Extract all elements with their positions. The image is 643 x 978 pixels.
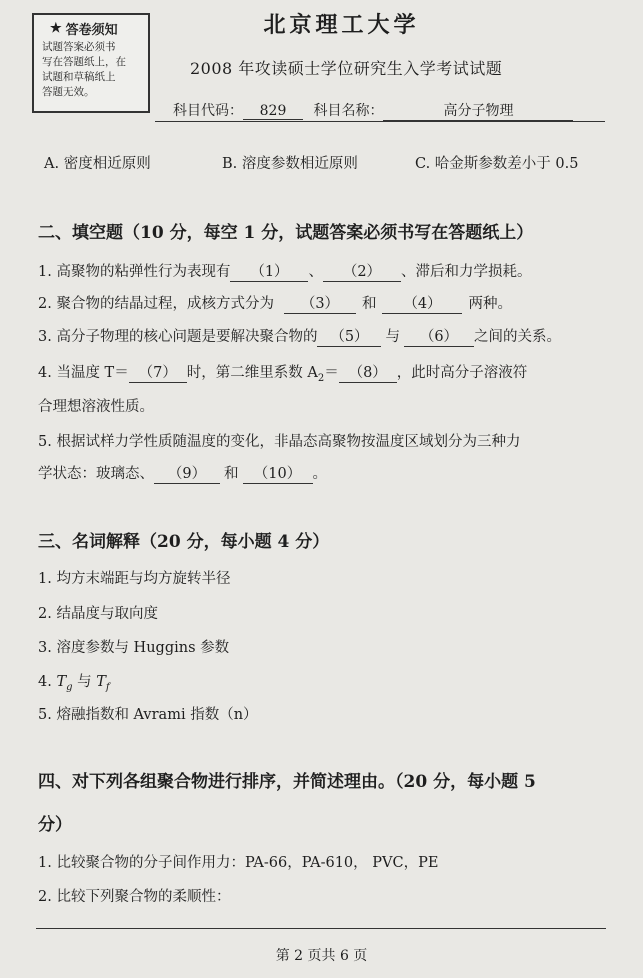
notice-line: 写在答题纸上，在 xyxy=(42,56,126,68)
q-text: 学状态：玻璃态、 xyxy=(38,466,154,482)
notice-line: 试题和草稿纸上 xyxy=(42,71,116,83)
option-c: C. 哈金斯参数差小于 0.5 xyxy=(415,156,579,172)
q-text: 。 xyxy=(312,466,327,482)
q-text: 4. xyxy=(38,674,57,690)
section3-heading: 三、名词解释（20 分，每小题 4 分） xyxy=(38,532,330,552)
star-icon: ★ xyxy=(50,21,62,36)
subject-line xyxy=(173,100,573,121)
fill-question-5-cont xyxy=(38,462,327,484)
q-text: 2. 聚合物的结晶过程，成核方式分为 xyxy=(38,296,274,312)
q-text: 两种。 xyxy=(468,296,512,312)
answer-blank: （10） xyxy=(243,462,313,484)
option-a: A. 密度相近原则 xyxy=(44,156,151,172)
fill-question-5: 5. 根据试样力学性质随温度的变化，非晶态高聚物按温度区域划分为三种力 xyxy=(38,434,521,450)
q-text: 和 xyxy=(361,296,377,312)
symbol: T xyxy=(56,674,67,690)
university-name: 北京理工大学 xyxy=(263,12,420,38)
q-text: ＝ xyxy=(324,365,339,381)
fill-question-1 xyxy=(38,260,531,282)
q-text: 之间的关系。 xyxy=(473,329,561,345)
subject-code-label: 科目代码： xyxy=(173,103,243,119)
answer-blank: （5） xyxy=(317,325,381,347)
fill-question-4-cont: 合理想溶液性质。 xyxy=(38,399,154,415)
answer-blank: （2） xyxy=(323,260,401,282)
term-item-4 xyxy=(38,670,110,693)
footer-rule xyxy=(36,928,606,929)
subscript: f xyxy=(105,681,110,693)
subject-name: 高分子物理 xyxy=(383,100,573,121)
exam-title: 2008 年攻读硕士学位研究生入学考试试题 xyxy=(190,59,503,78)
option-b: B. 溶度参数相近原则 xyxy=(222,156,358,172)
subject-code: 829 xyxy=(243,103,303,120)
q-text: 、滞后和力学损耗。 xyxy=(400,264,532,280)
q-text: 1. 高聚物的粘弹性行为表现有 xyxy=(38,264,231,280)
notice-line: 答题无效。 xyxy=(42,86,95,98)
notice-text xyxy=(42,40,142,100)
term-item-5: 5. 熔融指数和 Avrami 指数（n） xyxy=(38,707,258,723)
section4-heading: 四、对下列各组聚合物进行排序，并简述理由。（20 分，每小题 5 xyxy=(38,772,536,792)
answer-blank: （7） xyxy=(129,361,187,383)
sort-item-1: 1. 比较聚合物的分子间作用力：PA-66，PA-610， PVC，PE xyxy=(38,855,439,871)
q-text: 4. 当温度 T＝ xyxy=(38,365,129,381)
term-item-3: 3. 溶度参数与 Huggins 参数 xyxy=(38,640,230,656)
symbol: T xyxy=(96,674,106,690)
answer-blank: （8） xyxy=(339,361,397,383)
subject-name-label: 科目名称： xyxy=(313,103,384,119)
q-text: ，此时高分子溶液符 xyxy=(396,365,528,381)
fill-question-3 xyxy=(38,325,561,347)
answer-blank: （6） xyxy=(404,325,474,347)
notice-line: 试题答案必须书 xyxy=(42,41,116,53)
header-rule xyxy=(155,121,605,122)
answer-blank: （3） xyxy=(284,292,356,314)
page-number: 第 2 页共 6 页 xyxy=(275,948,368,964)
subscript: 2 xyxy=(317,372,325,384)
fill-question-2 xyxy=(38,292,512,314)
q-text: 与 xyxy=(385,329,400,345)
notice-title-text: 答卷须知 xyxy=(65,23,118,38)
q-text: 与 xyxy=(72,674,97,690)
answer-blank: （9） xyxy=(154,462,220,484)
term-item-2: 2. 结晶度与取向度 xyxy=(38,606,158,622)
sort-item-2: 2. 比较下列聚合物的柔顺性： xyxy=(38,889,231,905)
q-text: 和 xyxy=(224,466,239,482)
section4-heading-cont: 分） xyxy=(38,815,72,835)
q-text: 、 xyxy=(308,264,323,280)
subscript: g xyxy=(66,681,73,693)
term-item-1: 1. 均方末端距与均方旋转半径 xyxy=(38,571,231,587)
section2-heading: 二、填空题（10 分，每空 1 分，试题答案必须书写在答题纸上） xyxy=(38,223,534,243)
q-text: 时，第二维里系数 A xyxy=(186,365,318,381)
fill-question-4 xyxy=(38,361,527,384)
answer-blank: （1） xyxy=(230,260,308,282)
answer-blank: （4） xyxy=(382,292,462,314)
q-text: 3. 高分子物理的核心问题是要解决聚合物的 xyxy=(38,329,318,345)
